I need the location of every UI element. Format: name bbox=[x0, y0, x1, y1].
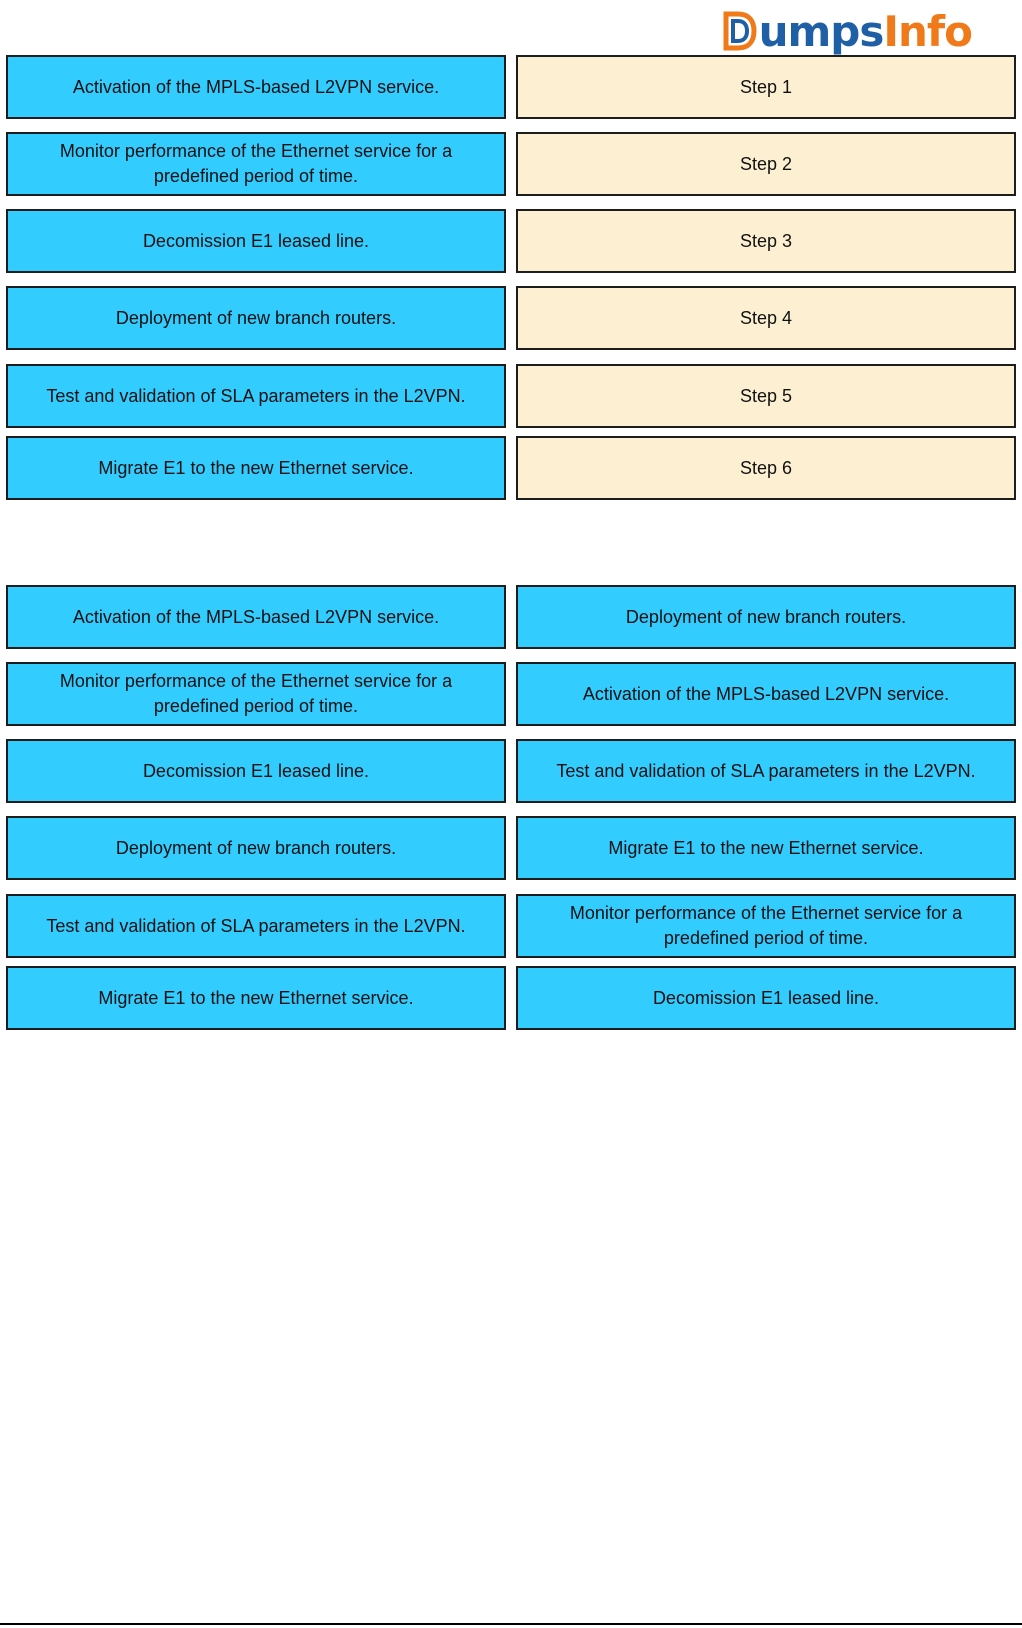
answer-row bbox=[6, 894, 1016, 958]
step-target[interactable]: Step 2 bbox=[516, 132, 1016, 196]
answer-item[interactable]: Activation of the MPLS-based L2VPN service. bbox=[6, 585, 506, 649]
answer-placed-item[interactable]: Deployment of new branch routers. bbox=[516, 585, 1016, 649]
answer-placed-item[interactable]: Test and validation of SLA parameters in the L2VPN. bbox=[516, 739, 1016, 803]
logo-d-icon bbox=[723, 11, 757, 51]
question-item[interactable]: Activation of the MPLS-based L2VPN service. bbox=[6, 55, 506, 119]
answer-row bbox=[6, 739, 1016, 803]
step-target[interactable]: Step 1 bbox=[516, 55, 1016, 119]
logo-text-info: Info bbox=[883, 6, 972, 56]
question-row bbox=[6, 364, 1016, 428]
step-target[interactable]: Step 3 bbox=[516, 209, 1016, 273]
answer-item[interactable]: Decomission E1 leased line. bbox=[6, 739, 506, 803]
question-item[interactable]: Migrate E1 to the new Ethernet service. bbox=[6, 436, 506, 500]
question-row bbox=[6, 55, 1016, 119]
question-item[interactable]: Test and validation of SLA parameters in the L2VPN. bbox=[6, 364, 506, 428]
answer-item[interactable]: Test and validation of SLA parameters in the L2VPN. bbox=[6, 894, 506, 958]
answer-placed-item[interactable]: Decomission E1 leased line. bbox=[516, 966, 1016, 1030]
answer-item[interactable]: Deployment of new branch routers. bbox=[6, 816, 506, 880]
question-row bbox=[6, 132, 1016, 196]
question-row bbox=[6, 286, 1016, 350]
step-target[interactable]: Step 6 bbox=[516, 436, 1016, 500]
dumpsinfo-logo bbox=[723, 6, 972, 56]
question-item[interactable]: Decomission E1 leased line. bbox=[6, 209, 506, 273]
answer-row bbox=[6, 662, 1016, 726]
answer-placed-item[interactable]: Migrate E1 to the new Ethernet service. bbox=[516, 816, 1016, 880]
question-item[interactable]: Deployment of new branch routers. bbox=[6, 286, 506, 350]
answer-row bbox=[6, 585, 1016, 649]
answer-row bbox=[6, 966, 1016, 1030]
step-target[interactable]: Step 4 bbox=[516, 286, 1016, 350]
answer-item[interactable]: Monitor performance of the Ethernet service for a predefined period of time. bbox=[6, 662, 506, 726]
answer-placed-item[interactable]: Activation of the MPLS-based L2VPN service. bbox=[516, 662, 1016, 726]
logo-text-dumps: umps bbox=[758, 6, 884, 56]
step-target[interactable]: Step 5 bbox=[516, 364, 1016, 428]
question-row bbox=[6, 436, 1016, 500]
answer-row bbox=[6, 816, 1016, 880]
answer-placed-item[interactable]: Monitor performance of the Ethernet service for a predefined period of time. bbox=[516, 894, 1016, 958]
question-item[interactable]: Monitor performance of the Ethernet service for a predefined period of time. bbox=[6, 132, 506, 196]
question-row bbox=[6, 209, 1016, 273]
page-bottom-divider bbox=[0, 1623, 1022, 1625]
answer-item[interactable]: Migrate E1 to the new Ethernet service. bbox=[6, 966, 506, 1030]
